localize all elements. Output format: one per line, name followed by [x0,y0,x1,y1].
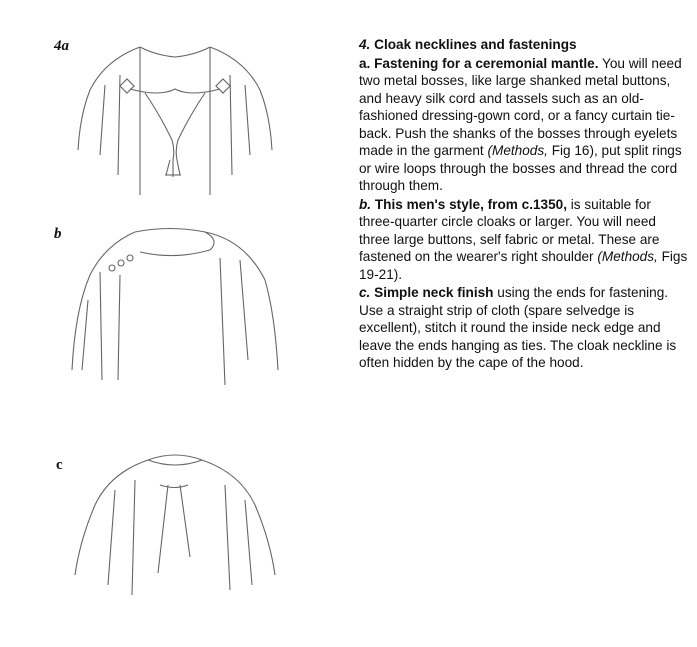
boss-left-icon [120,79,134,93]
paragraph-a-ref: (Methods, [487,143,548,158]
figure-a-label: 4a [54,38,69,54]
paragraph-c [359,284,689,372]
paragraph-b [359,196,689,284]
button-icon [118,260,124,266]
paragraph-a [359,55,689,195]
cloak-ties-illustration [60,445,290,605]
figure-c-label: c [56,457,63,473]
button-icon [109,265,115,271]
instructions-text [359,36,689,373]
figure-b-label: b [54,226,62,242]
paragraph-c-letter: c. [359,285,371,300]
paragraph-a-body-1: You will need two metal bosses, like large shanked metal buttons, and heavy silk cord and tassels such as an old-fashioned dressing-gown cord, or a fancy curtain tie-back. Push the shanks of the bosses through eyelets made in the garment [359,55,682,158]
cloak-shoulder-illustration [60,220,290,400]
heading-title: Cloak necklines and fastenings [374,37,577,52]
paragraph-c-body-1: using the ends for fastening. Use a straight strip of cloth (spare selvedge is excellent), stitch it round the inside neck edge and leave the ends hanging as ties. The cloak neckline is often hidden by the cape of the hood. [359,285,677,370]
paragraph-a-letter: a. [359,55,371,71]
paragraph-a-body-2: Fig 16), put split rings or wire loops through the bosses and thread the cord through them. [359,143,682,193]
cloak-mantle-illustration [60,35,290,215]
paragraph-b-ref: (Methods, [597,249,658,264]
section-heading [359,36,689,54]
paragraph-b-body-1: is suitable for three-quarter circle cloaks or larger. You will need three large buttons, self fabric or metal. These are fastened on the wearer's right shoulder [359,196,660,264]
paragraph-b-letter: b. [359,196,372,212]
boss-right-icon [216,79,230,93]
paragraph-a-title: Fastening for a ceremonial mantle. [374,55,599,71]
heading-number: 4. [359,37,371,52]
paragraph-b-title: This men's style, from c.1350, [374,196,567,212]
button-icon [127,255,133,261]
paragraph-b-body-2: Figs 19-21). [359,249,688,282]
paragraph-c-title: Simple neck finish [374,285,494,300]
